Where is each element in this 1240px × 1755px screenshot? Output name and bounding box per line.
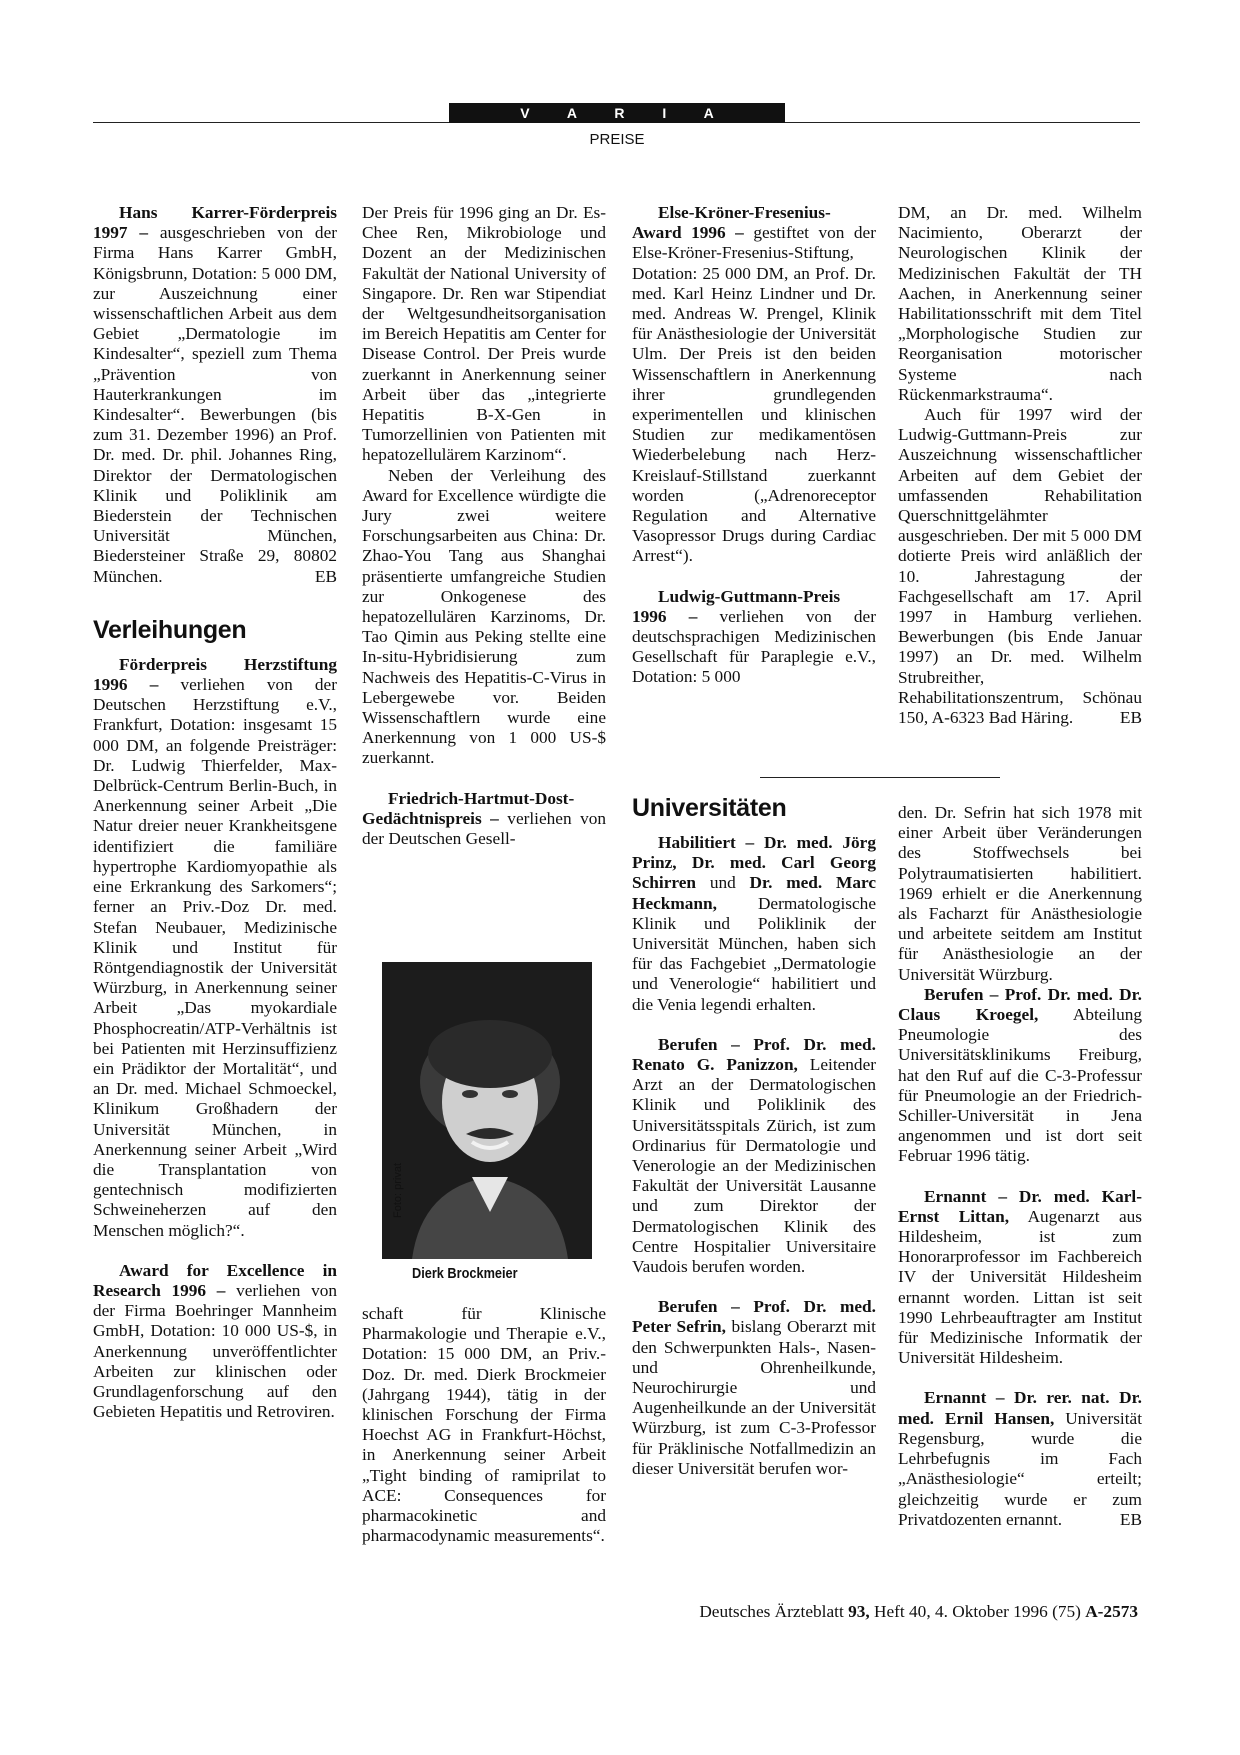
article-text: verliehen von der Deutschen Herzstiftung e.V., Frankfurt, Dotation: insgesamt 15 000 DM, an folgende Preisträger: Dr. Ludwig Thierfelder, Max-Delbrück-Centrum Berlin-Buch, in Anerkennung seiner Arbeit „Die Natur dreier neuer Krankheitsgene identifiziert die familiäre hypertrophe Kardiomyopathie als eine Erkrankung des Sarkomers“; ferner an Priv.-Doz Dr. med. Stefan Neubauer, Medizinische Klinik und Institut für Röntgendiagnostik der Universität Würzburg, in Anerkennung seiner Arbeit „Das myokardiale Phosphocreatin/ATP-Verhältnis ist bei Patienten mit Herzinsuffizienz ein Prädiktor der Mortalität“, und an Dr. med. Michael Schmoeckel, Klinikum Großhadern der Universität München, in Anerkennung seiner Arbeit „Wird die Transplantation von gentechnisch modifizierten Schweineherzen auf den Menschen möglich?“.: [93, 675, 337, 1240]
column-4: [898, 203, 1142, 728]
article-heading: Ludwig-Guttmann-Preis 1996 –: [632, 586, 841, 626]
article-text: Leitender Arzt an der Dermatologischen Klinik und Poliklinik des Universitätsspitals Zürich, ist zum Ordinarius für Dermatologie und Venerologie an der Medizinischen Fakultät der Universität Lausanne und zum Direktor der Dermatologischen Klinik des Centre Hospitalier Universitaire Vaudois berufen worden.: [632, 1055, 876, 1277]
article-guttmann: [632, 587, 876, 688]
section-divider: [760, 777, 1000, 778]
article-heading: Else-Kröner-Fresenius-Award 1996 –: [632, 203, 831, 243]
portrait-photo: [382, 962, 592, 1259]
universities-column-3: [632, 793, 876, 1479]
article-text: verliehen von der deutschsprachigen Medizinischen Gesellschaft für Paraplegie e.V., Dotation: 5 000: [632, 606, 876, 687]
universities-column-4: [898, 803, 1142, 1530]
article-ren: Der Preis für 1996 ging an Dr. Es-Chee Ren, Mikrobiologe und Dozent an der Medizinischen Fakultät der National University of Singapore. Dr. Ren war Stipendiat der Weltgesundheitsorganisation im Bereich Hepatitis am Center for Disease Control. Der Preis wurde zuerkannt in Anerkennung seiner Arbeit über das „integrierte Hepatitis B-X-Gen in Tumorzellinien von Patienten mit hepatozellulärem Karzinom“.: [362, 203, 606, 465]
article-heading: Berufen – Prof. Dr. med. Renato G. Panizzon,: [632, 1034, 876, 1075]
article-littan: [898, 1187, 1142, 1369]
footer-issue: Heft 40, 4. Oktober 1996 (75): [869, 1602, 1086, 1621]
article-heading: Dr. med. Marc Heckmann,: [632, 873, 876, 913]
article-sefrin-continued: den. Dr. Sefrin hat sich 1978 mit einer Arbeit über Veränderungen des Stoffwechsels bei Polytraumatisierten habilitiert. 1969 erhielt er die Anerkennung als Facharzt für Anästhesiologie und arbeitete seitdem am Institut für Anästhesiologie an der Universität Würzburg.: [898, 803, 1142, 984]
section-banner: V A R I A: [449, 103, 785, 123]
column-3: [632, 203, 876, 688]
section-title-verleihungen: Verleihungen: [93, 615, 247, 644]
article-kroegel: [898, 985, 1142, 1167]
article-heading: Ernannt – Dr. rer. nat. Dr. med. Ernil Hansen,: [898, 1388, 1142, 1428]
author-initials: EB: [1119, 1509, 1142, 1529]
column-2-continued: [362, 1304, 606, 1546]
article-sefrin: [632, 1297, 876, 1479]
article-china: Neben der Verleihung des Award for Excellence würdigte die Jury zwei weitere Forschungsarbeiten aus China: Dr. Zhao-You Tang aus Shanghai präsentierte umfangreiche Studien zur Onkogenese des hepatozellulären Karzinoms, Dr. Tao Qimin aus Peking stellte eine In-situ-Hybridisierung zum Nachweis des Hepatitis-C-Virus in Lebergewebe vor. Beiden Wissenschaftlern wurde eine Anerkennung von 1 000 US-$ zuerkannt.: [362, 465, 606, 768]
author-initials: EB: [314, 566, 337, 586]
article-heading: Habilitiert – Dr. med. Jörg Prinz, Dr. med. Carl Georg Schirren: [632, 833, 876, 893]
photo-caption: Dierk Brockmeier: [412, 1265, 518, 1282]
article-karrer: [93, 203, 337, 587]
article-guttmann-1997: [898, 405, 1142, 728]
article-text: bislang Oberarzt mit den Schwerpunkten Hals-, Nasen- und Ohrenheilkunde, Neurochirurgie und Augenheilkunde an der Universität Würzburg, ist zum C-3-Professor für Präklinische Notfallmedizin an dieser Universität berufen wor-: [632, 1317, 876, 1478]
article-heading: Berufen – Prof. Dr. med. Dr. Claus Kroegel,: [898, 984, 1142, 1025]
column-1: [93, 203, 337, 1422]
article-heading: Förderpreis Herzstiftung 1996 –: [93, 654, 337, 695]
footer-volume: 93,: [848, 1602, 870, 1621]
article-text: Abteilung Pneumologie des Universitätsklinikums Freiburg, hat den Ruf auf die C-3-Professur für Pneumologie an der Friedrich-Schiller-Universität in Jena angenommen und ist dort seit Februar 1996 tätig.: [898, 1005, 1143, 1166]
article-text: und: [696, 873, 750, 893]
column-2: [362, 203, 606, 849]
article-hansen: [898, 1388, 1142, 1529]
article-heading: Hans Karrer-Förderpreis 1997 –: [93, 203, 337, 243]
footer-journal: Deutsches Ärzteblatt: [699, 1602, 849, 1621]
article-heading: Ernannt – Dr. med. Karl-Ernst Littan,: [898, 1186, 1142, 1226]
article-panizzon: [632, 1035, 876, 1277]
article-text: gestiftet von der Else-Kröner-Fresenius-Stiftung, Dotation: 25 000 DM, an Prof. Dr. med. Karl Heinz Lindner und Dr. med. Andreas W. Prengel, Klinik für Anästhesiologie der Universität Ulm. Der Preis ist den beiden Wissenschaftlern in Anerkennung ihrer grundlegenden experimentellen und klinischen Studien zur medikamentösen Wiederbelebung nach Herz-Kreislauf-Stillstand zuerkannt worden („Adrenoreceptor Regulation and Alternative Vasopressor Drugs during Cardiac Arrest“).: [632, 223, 876, 566]
article-award-excellence: [93, 1261, 337, 1423]
article-habilitiert: [632, 833, 876, 1015]
page-footer: [560, 1602, 1138, 1622]
article-text: Auch für 1997 wird der Ludwig-Guttmann-Preis zur Auszeichnung wissenschaftlicher Arbeiten auf dem Gebiet der umfassenden Rehabilitation Querschnittgelähmter ausgeschrieben. Der mit 5 000 DM dotierte Preis wird anläßlich der 10. Jahrestagung der Fachgesellschaft am 17. April 1997 in Hamburg verliehen. Bewerbungen (bis Ende Januar 1997) an Dr. med. Wilhelm Strubreither, Rehabilitationszentrum, Schönau 150, A-6323 Bad Häring.: [898, 405, 1142, 728]
article-heading: Award for Excellence in Research 1996 –: [93, 1260, 337, 1300]
article-herzstiftung: [93, 655, 337, 1241]
article-text: ausgeschrieben von der Firma Hans Karrer GmbH, Königsbrunn, Dotation: 5 000 DM, zur Auszeichnung einer wissenschaftlichen Arbeit aus dem Gebiet „Dermatologie im Kindesalter“, speziell zum Thema „Prävention von Hauterkrankungen im Kindesalter“. Bewerbungen (bis zum 31. Dezember 1996) an Prof. Dr. med. Dr. phil. Johannes Ring, Direktor der Dermatologischen Klinik und Poliklinik am Biederstein der Technischen Universität München, Biedersteiner Straße 29, 80802 München.: [93, 223, 337, 586]
author-initials: EB: [1119, 708, 1142, 728]
photo-credit: Foto: privat: [392, 1162, 404, 1218]
article-text: verliehen von der Firma Boehringer Mannheim GmbH, Dotation: 10 000 US-$, in Anerkennung unveröffentlichter Arbeiten zur klinischen oder Grundlagenforschung auf den Gebieten Hepatitis und Retroviren.: [93, 1280, 337, 1422]
article-guttmann-continued: DM, an Dr. med. Wilhelm Nacimiento, Oberarzt der Neurologischen Klinik der Medizinischen Fakultät der TH Aachen, in Anerkennung seiner Habilitationsschrift mit dem Titel „Morphologische Studien zur Reorganisation motorischer Systeme nach Rückenmarkstrauma“.: [898, 203, 1142, 404]
section-title-universitaeten: Universitäten: [632, 794, 787, 822]
article-heading: Berufen – Prof. Dr. med. Peter Sefrin,: [632, 1297, 876, 1337]
footer-page-number: A-2573: [1085, 1602, 1138, 1621]
article-text: Universität Regensburg, wurde die Lehrbefugnis im Fach „Anästhesiologie“ erteilt; gleichzeitig wurde er zum Privatdozenten ernannt.: [898, 1408, 1142, 1529]
article-text: Augenarzt aus Hildesheim, ist zum Honorarprofessor im Fachbereich IV der Universität Hildesheim ernannt worden. Littan ist seit 1990 Lehrbeauftragter am Institut für Medizinische Informatik der Universität Hildesheim.: [898, 1206, 1142, 1368]
article-heading: Friedrich-Hartmut-Dost-Gedächtnispreis –: [362, 788, 575, 828]
article-kroener: [632, 203, 876, 567]
article-dost-continued: schaft für Klinische Pharmakologie und Therapie e.V., Dotation: 15 000 DM, an Priv.-Doz. Dr. med. Dierk Brockmeier (Jahrgang 1944), tätig in der klinischen Forschung der Firma Hoechst AG in Frankfurt-Höchst, in Anerkennung seiner Arbeit „Tight binding of ramiprilat to ACE: Consequences for pharmacokinetic and pharmacodynamic measurements“.: [362, 1304, 606, 1546]
subsection-label: PREISE: [589, 131, 645, 148]
article-text: Dermatologische Klinik und Poliklinik der Universität München, haben sich für das Fachgebiet „Dermatologie und Venerologie“ habilitiert und die Venia legendi erhalten.: [632, 893, 876, 1014]
article-dost: [362, 789, 606, 850]
article-text: verliehen von der Deutschen Gesell-: [362, 808, 606, 849]
